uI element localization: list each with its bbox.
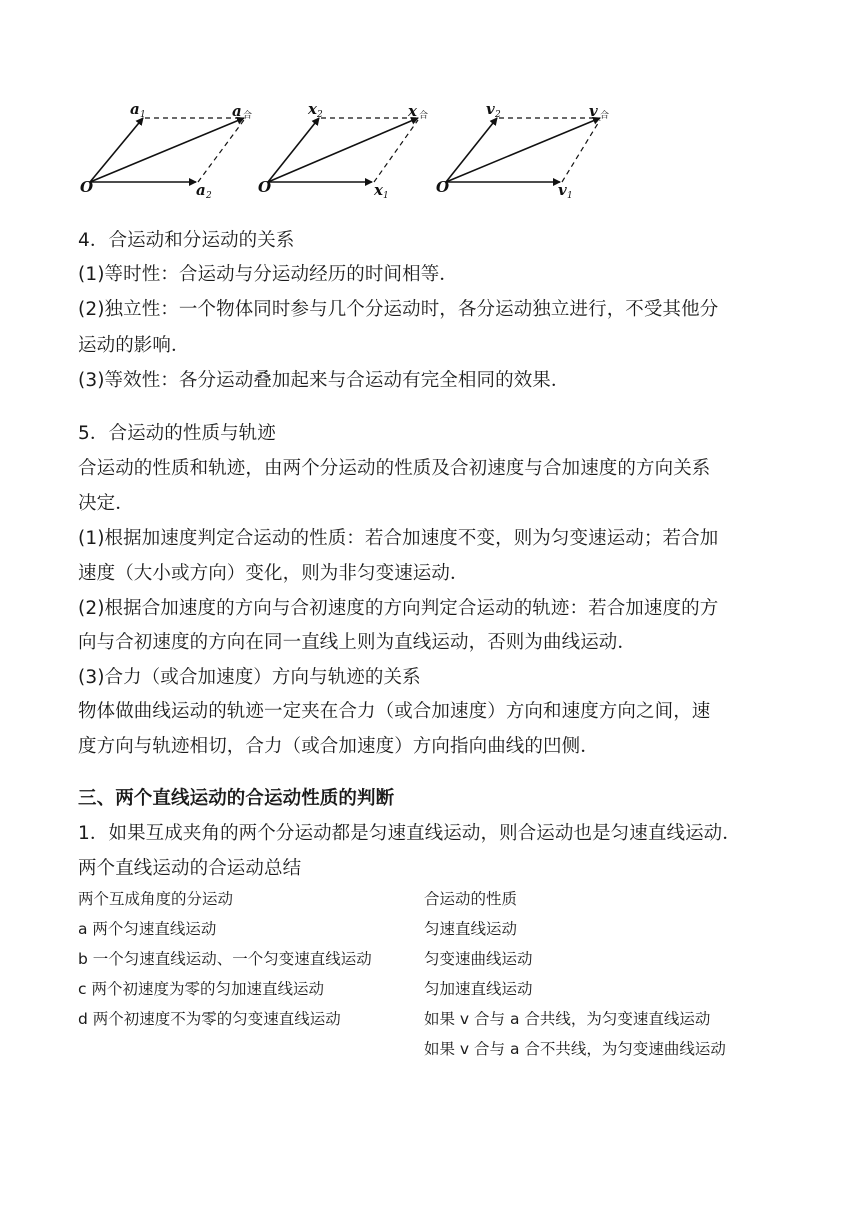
comp1-sub: 1 (140, 110, 146, 120)
paragraph-line: 物体做曲线运动的轨迹一定夹在合力（或合加速度）方向和速度方向之间，速 (78, 701, 711, 722)
vector-diagram-velocity (434, 98, 614, 204)
paragraph-line: (2)根据合加速度的方向与合初速度的方向判定合运动的轨迹：若合加速度的方 (78, 598, 719, 619)
table-cell: d 两个初速度不为零的匀变速直线运动 (78, 1010, 341, 1028)
comp2-sub: 1 (567, 191, 573, 201)
table-cell: 匀变速曲线运动 (424, 950, 533, 968)
table-row (78, 914, 798, 944)
resultant-label: v (589, 102, 598, 120)
comp2-label: x (374, 181, 383, 199)
table-row (78, 1034, 798, 1064)
paragraph-line: 度方向与轨迹相切，合力（或合加速度）方向指向曲线的凹侧． (78, 736, 599, 757)
paragraph-line: (3)合力（或合加速度）方向与轨迹的关系 (78, 667, 421, 688)
table-cell: 如果 v 合与 a 合不共线，为匀变速曲线运动 (424, 1040, 726, 1058)
paragraph-line: 运动的影响． (78, 335, 190, 356)
paragraph-line: (3)等效性：各分运动叠加起来与合运动有完全相同的效果． (78, 370, 570, 391)
resultant-vector (268, 118, 418, 182)
resultant-label: x (408, 102, 417, 120)
paragraph-line: (1)等时性：合运动与分运动经历的时间相等． (78, 264, 458, 285)
table-caption: 两个直线运动的合运动总结 (78, 858, 302, 879)
comp1-label: v (486, 100, 495, 118)
paragraph-line: (2)独立性：一个物体同时参与几个分运动时，各分运动独立进行，不受其他分 (78, 299, 719, 320)
resultant-vector (446, 118, 600, 182)
table-row (78, 974, 798, 1004)
resultant-vector (90, 118, 244, 182)
section-3-heading: 三、两个直线运动的合运动性质的判断 (78, 788, 395, 809)
paragraph-line: 合运动的性质和轨迹，由两个分运动的性质及合初速度与合加速度的方向关系 (78, 458, 711, 479)
origin-label: O (80, 178, 94, 196)
dashed-side (198, 120, 244, 182)
table-cell: b 一个匀速直线运动、一个匀变速直线运动 (78, 950, 372, 968)
summary-table (78, 884, 798, 1064)
table-cell: c 两个初速度为零的匀加速直线运动 (78, 980, 324, 998)
comp1-label: a (130, 100, 140, 118)
resultant-sub: 合 (243, 111, 253, 121)
section-4-title: 4．合运动和分运动的关系 (78, 230, 295, 251)
table-cell: 如果 v 合与 a 合共线，为匀变速直线运动 (424, 1010, 711, 1028)
paragraph-line: 速度（大小或方向）变化，则为非匀变速运动． (78, 563, 469, 584)
component-vector-1 (268, 118, 319, 182)
resultant-label: a (232, 102, 242, 120)
comp1-label: x (308, 100, 317, 118)
comp1-sub: 2 (495, 110, 501, 120)
paragraph-line: 1．如果互成夹角的两个分运动都是匀速直线运动，则合运动也是匀速直线运动． (78, 823, 741, 844)
component-vector-1 (446, 118, 497, 182)
table-header-row (78, 884, 798, 914)
vector-diagrams (78, 98, 638, 204)
dashed-side (374, 120, 418, 182)
component-vector-1 (90, 118, 143, 182)
vector-diagram-displacement (256, 98, 436, 204)
paragraph-line: 决定． (78, 493, 134, 514)
comp2-label: a (196, 181, 206, 199)
table-header-cell: 合运动的性质 (424, 890, 518, 908)
table-cell: 匀加速直线运动 (424, 980, 533, 998)
vector-diagram-acceleration (78, 98, 258, 204)
table-row (78, 1004, 798, 1034)
dashed-side (562, 120, 600, 182)
comp2-sub: 1 (383, 191, 389, 201)
paragraph-line: (1)根据加速度判定合运动的性质：若合加速度不变，则为匀变速运动；若合加 (78, 528, 719, 549)
comp2-sub: 2 (206, 191, 212, 201)
section-5-title: 5．合运动的性质与轨迹 (78, 423, 276, 444)
table-cell: 匀速直线运动 (424, 920, 518, 938)
table-row (78, 944, 798, 974)
table-cell: a 两个匀速直线运动 (78, 920, 217, 938)
table-header-cell: 两个互成角度的分运动 (78, 890, 234, 908)
resultant-sub: 合 (600, 111, 610, 121)
paragraph-line: 向与合初速度的方向在同一直线上则为直线运动，否则为曲线运动． (78, 632, 637, 653)
resultant-sub: 合 (419, 111, 429, 121)
comp1-sub: 2 (317, 110, 323, 120)
comp2-label: v (558, 181, 567, 199)
origin-label: O (258, 178, 272, 196)
origin-label: O (436, 178, 450, 196)
